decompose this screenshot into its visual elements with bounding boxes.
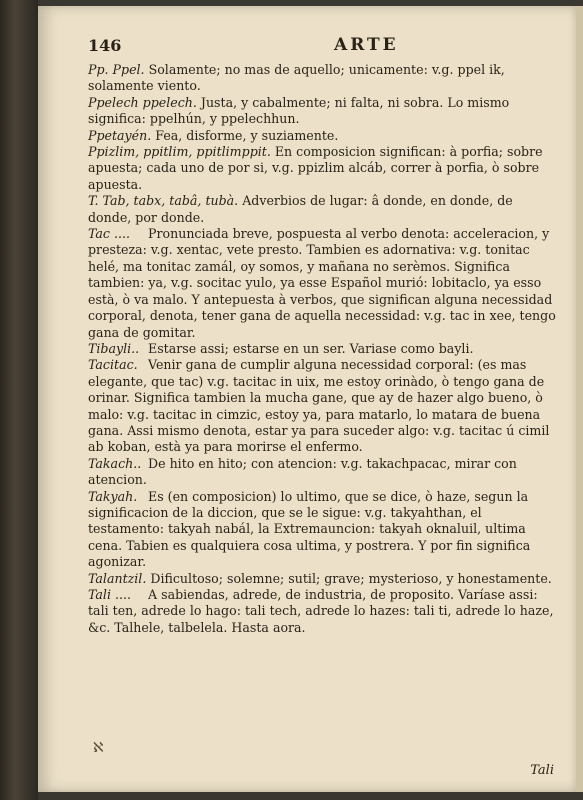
entry-definition: Dificultoso; solemne; sutil; grave; mysterioso, y honestamente. xyxy=(150,570,552,586)
running-title: ARTE xyxy=(334,35,399,55)
entry xyxy=(88,144,556,193)
book-page xyxy=(38,6,576,792)
entry xyxy=(88,193,556,226)
entry-definition: A sabiendas, adrede, de industria, de proposito. Varíase assi: tali ten, adrede lo hago: tali tech, adrede lo hazes: tali ti, adrede lo haze, &c. Talhele, talbelela. Hasta aora. xyxy=(88,587,554,635)
entry-headword: Tac .... xyxy=(88,226,130,242)
page-number: 146 xyxy=(88,36,122,55)
printer-ornament: ℵ xyxy=(93,740,104,756)
entry-headword: Pp. Ppel. xyxy=(88,62,145,77)
entry xyxy=(88,571,556,587)
entry-headword: Ppelech ppelech. xyxy=(88,94,197,110)
page-header xyxy=(88,36,554,60)
entry xyxy=(88,128,556,144)
entry-headword: Talantzil. xyxy=(88,570,147,586)
entry-headword: Tibayli.. xyxy=(88,340,140,356)
entry-definition: De hito en hito; con atencion: v.g. takachpacac, mirar con atencion. xyxy=(88,455,517,488)
entry-definition: Es (en composicion) lo ultimo, que se dice, ò haze, segun la significacion de la diccion, que se le sigue: v.g. takyahthan, el testamento: takyah nabál, la Extremauncion: takyah oknaluil, ultima cena. Tabien es qualquiera cosa ultima, y postrera. Y por fin significa agonizar. xyxy=(88,488,531,570)
page-edge xyxy=(576,6,583,792)
entry xyxy=(88,489,556,571)
entry-definition: Adverbios de lugar: â donde, en donde, de donde, por donde. xyxy=(88,193,513,225)
entry-headword: Ppetayén. xyxy=(88,127,152,143)
entry xyxy=(88,226,556,341)
entry-definition: Justa, y cabalmente; ni falta, ni sobra. Lo mismo significa: ppelhún, y ppelechhun. xyxy=(88,94,510,127)
entry-headword: Ppizlim, ppitlim, ppitlimppit. xyxy=(88,144,271,160)
entry xyxy=(88,357,556,455)
entry-definition: Estarse assi; estarse en un ser. Variase como bayli. xyxy=(148,340,474,356)
entry xyxy=(88,456,556,489)
entry-headword: Tacitac. xyxy=(88,357,138,373)
entry-definition: Venir gana de cumplir alguna necessidad corporal: (es mas elegante, que tac) v.g. tacitac in uix, me estoy orinàdo, ò tengo gana de orinar. Significa tambien la mucha gane, que ay de hazer algo bueno, ò malo: v.g. tacitac in cimzic, estoy ya, para matarlo, lo matara de buena gana. Assi mismo denota, estar ya para suceder algo: v.g. tacitac ú cimil ab koban, està ya para morirse el enfermo. xyxy=(88,357,550,455)
entry-headword: Tali .... xyxy=(88,587,132,602)
entry-headword: Takach.. xyxy=(88,455,142,471)
entry-definition: En composicion significan: à porfia; sobre apuesta; cada uno de por si, v.g. ppizlim alcáb, correr à porfia, ò sobre apuesta. xyxy=(88,144,543,192)
dictionary-entries xyxy=(88,62,556,636)
entry xyxy=(88,95,556,128)
entry-headword: Takyah. xyxy=(88,488,138,504)
catchword: Tali xyxy=(530,763,554,778)
entry xyxy=(88,62,556,95)
entry-definition: Pronunciada breve, pospuesta al verbo denota: acceleracion, y presteza: v.g. xentac, vete presto. Tambien es adornativa: v.g. tonitac helé, ma tonitac zamál, oy somos, y mañana no serèmos. Significa tambien: ya, v.g. socitac yulo, ya esse Español murió: lobitaclo, ya esso està, ò va malo. Y antepuesta à verbos, que significan alguna necessidad corporal, denota, tener gana de aquella necessidad: v.g. tac in xee, tengo gana de gomitar. xyxy=(88,226,556,340)
entry xyxy=(88,341,556,357)
entry-headword: T. Tab, tabx, tabâ, tubà. xyxy=(88,193,239,209)
entry xyxy=(88,587,556,636)
entry-definition: Fea, disforme, y suziamente. xyxy=(155,127,339,143)
entry-definition: Solamente; no mas de aquello; unicamente: v.g. ppel ik, solamente viento. xyxy=(88,62,505,94)
book-binding xyxy=(0,0,38,800)
